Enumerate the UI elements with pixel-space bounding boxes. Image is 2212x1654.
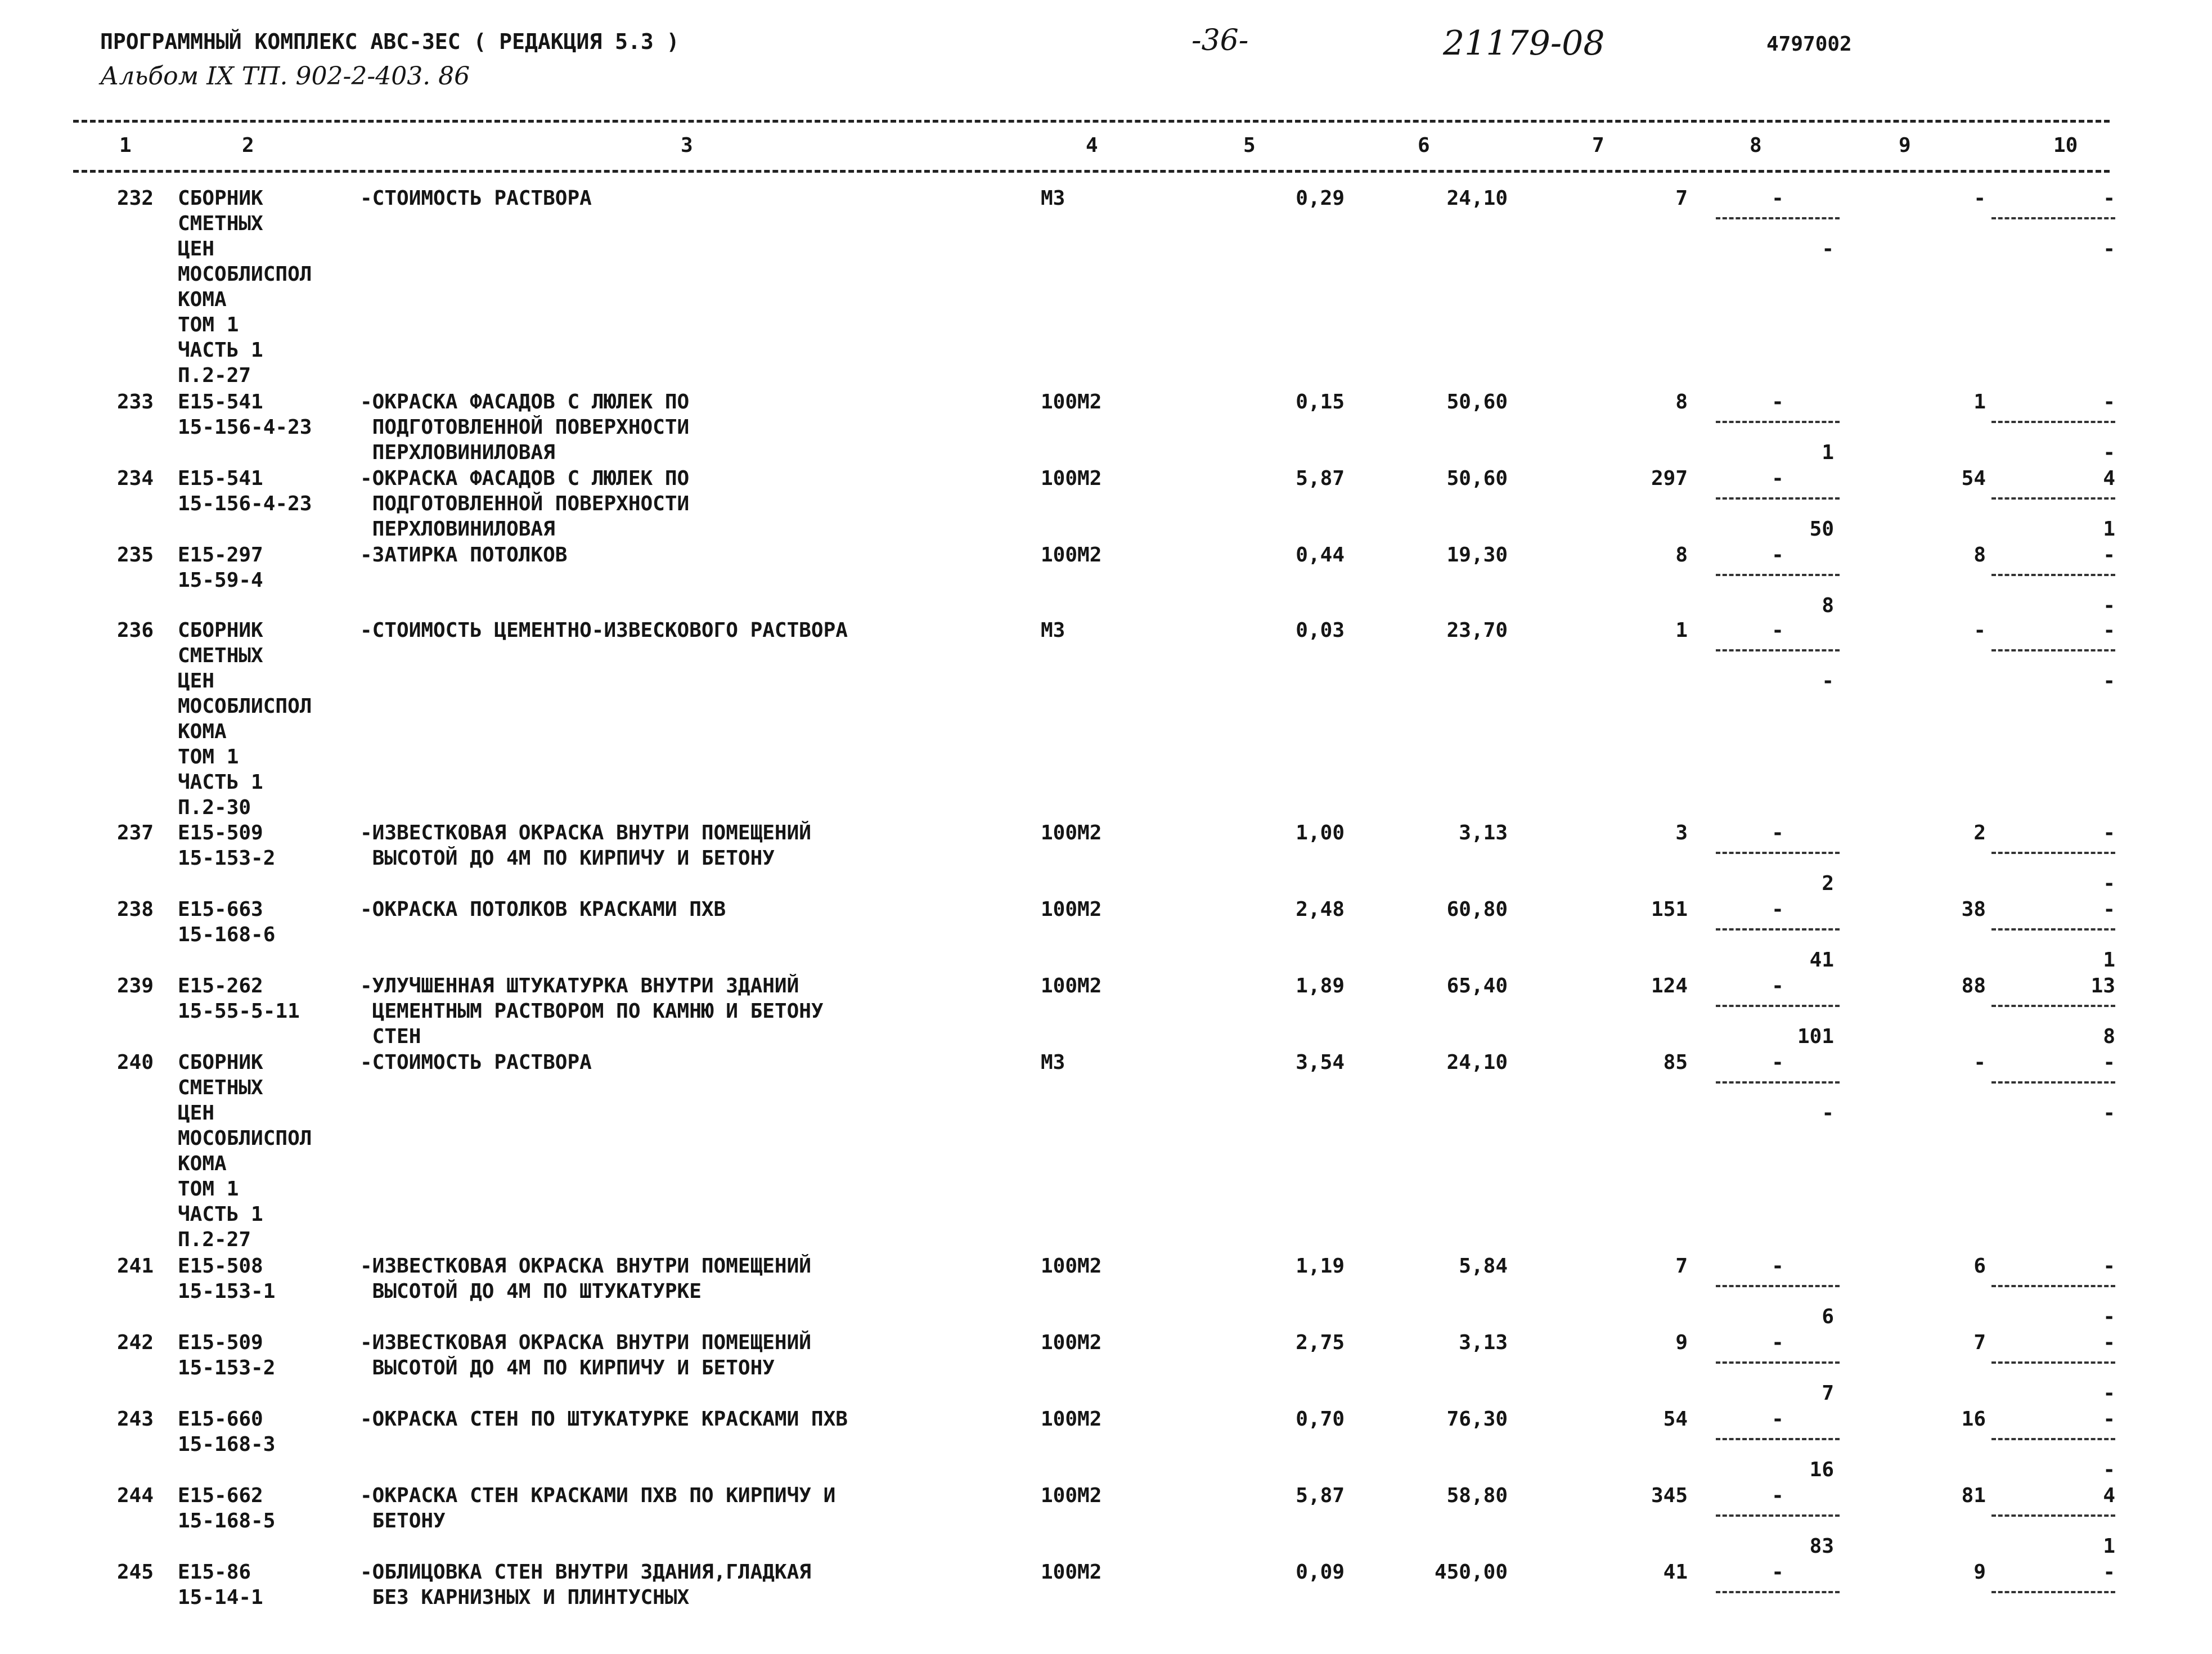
row-description: -ОКРАСКА СТЕН КРАСКАМИ ПХВ ПО КИРПИЧУ И БЕТОНУ	[360, 1484, 836, 1532]
row-col10-bottom: -	[2103, 594, 2115, 617]
row-col8-top: -	[1772, 543, 1784, 567]
row-quantity: 1,19	[1296, 1255, 1345, 1278]
row-col7: 297	[1651, 467, 1688, 490]
row-code: Е15-297 15-59-4	[178, 543, 263, 592]
row-unit: 100М2	[1041, 1484, 1102, 1507]
header-rule	[73, 170, 2110, 173]
row-col10-divider	[1991, 497, 2115, 500]
row-col9: 2	[1973, 821, 1986, 844]
row-col8-divider	[1716, 1005, 1840, 1007]
row-number: 243	[117, 1408, 154, 1431]
row-col9: 8	[1973, 543, 1986, 567]
row-number: 245	[117, 1561, 154, 1584]
row-code: Е15-262 15-55-5-11	[178, 974, 300, 1023]
column-header-7: 7	[1592, 134, 1604, 157]
row-quantity: 1,89	[1296, 974, 1345, 997]
row-description: -ИЗВЕСТКОВАЯ ОКРАСКА ВНУТРИ ПОМЕЩЕНИЙ ВЫСОТОЙ ДО 4М ПО КИРПИЧУ И БЕТОНУ	[360, 1331, 811, 1379]
column-header-1: 1	[119, 134, 132, 157]
row-col10-bottom: -	[2103, 1102, 2115, 1125]
column-header-5: 5	[1243, 134, 1256, 157]
row-description: -СТОИМОСТЬ РАСТВОРА	[360, 1051, 592, 1074]
row-col10-bottom: -	[2103, 669, 2115, 693]
row-col8-divider	[1716, 852, 1840, 854]
row-description: -ОКРАСКА ПОТОЛКОВ КРАСКАМИ ПХВ	[360, 898, 726, 921]
row-col10-divider	[1991, 1081, 2115, 1084]
row-number: 236	[117, 619, 154, 642]
row-col8-divider	[1716, 1591, 1840, 1593]
row-col10-top: 13	[2090, 974, 2115, 997]
row-code: Е15-509 15-153-2	[178, 1331, 276, 1379]
row-col8-top: -	[1772, 187, 1784, 210]
row-col8-divider	[1716, 497, 1840, 500]
row-col8-divider	[1716, 1438, 1840, 1440]
row-col8-bottom: 7	[1822, 1382, 1834, 1405]
row-description: -СТОИМОСТЬ ЦЕМЕНТНО-ИЗВЕСКОВОГО РАСТВОРА	[360, 619, 848, 642]
row-unit: 100М2	[1041, 821, 1102, 844]
row-quantity: 5,87	[1296, 467, 1345, 490]
row-description: -УЛУЧШЕННАЯ ШТУКАТУРКА ВНУТРИ ЗДАНИЙ ЦЕМЕНТНЫМ РАСТВОРОМ ПО КАМНЮ И БЕТОНУ СТЕН	[360, 974, 824, 1048]
row-quantity: 0,44	[1296, 543, 1345, 567]
row-col9: -	[1973, 187, 1986, 210]
row-col7: 3	[1675, 821, 1688, 844]
row-code: Е15-663 15-168-6	[178, 898, 276, 946]
header-program-line: ПРОГРАММНЫЙ КОМПЛЕКС АВС-ЗЕС ( РЕДАКЦИЯ 5.3 )	[100, 29, 680, 54]
row-col8-bottom: 101	[1797, 1025, 1834, 1048]
row-col10-bottom: 1	[2103, 1535, 2115, 1558]
row-col8-bottom: 41	[1809, 949, 1834, 972]
row-col8-bottom: 2	[1822, 872, 1834, 895]
row-number: 235	[117, 543, 154, 567]
row-col8-bottom: 1	[1822, 441, 1834, 464]
column-header-9: 9	[1899, 134, 1911, 157]
row-unit: 100М2	[1041, 543, 1102, 567]
row-number: 241	[117, 1255, 154, 1278]
row-description: -ИЗВЕСТКОВАЯ ОКРАСКА ВНУТРИ ПОМЕЩЕНИЙ ВЫСОТОЙ ДО 4М ПО КИРПИЧУ И БЕТОНУ	[360, 821, 811, 870]
row-description: -СТОИМОСТЬ РАСТВОРА	[360, 187, 592, 210]
row-unit: М3	[1041, 187, 1065, 210]
row-col10-divider	[1991, 1285, 2115, 1287]
row-col9: 16	[1961, 1408, 1986, 1431]
row-col8-bottom: 16	[1809, 1458, 1834, 1481]
row-number: 234	[117, 467, 154, 490]
row-col10-top: 4	[2103, 1484, 2115, 1507]
row-quantity: 0,09	[1296, 1561, 1345, 1584]
row-description: -ОБЛИЦОВКА СТЕН ВНУТРИ ЗДАНИЯ,ГЛАДКАЯ БЕЗ КАРНИЗНЫХ И ПЛИНТУСНЫХ	[360, 1561, 811, 1609]
row-col10-bottom: -	[2103, 1305, 2115, 1328]
row-col8-divider	[1716, 1285, 1840, 1287]
row-unit: 100М2	[1041, 1255, 1102, 1278]
row-code: Е15-508 15-153-1	[178, 1255, 276, 1303]
row-price: 58,80	[1446, 1484, 1508, 1507]
row-col10-top: -	[2103, 1408, 2115, 1431]
row-col8-top: -	[1772, 1255, 1784, 1278]
row-quantity: 3,54	[1296, 1051, 1345, 1074]
row-col8-bottom: 6	[1822, 1305, 1834, 1328]
row-col8-top: -	[1772, 1484, 1784, 1507]
row-quantity: 0,29	[1296, 187, 1345, 210]
row-col7: 9	[1675, 1331, 1688, 1354]
row-col10-divider	[1991, 928, 2115, 931]
row-col8-bottom: 8	[1822, 594, 1834, 617]
row-col10-divider	[1991, 1361, 2115, 1364]
row-code: СБОРНИК СМЕТНЫХ ЦЕН МОСОБЛИСПОЛ КОМА ТОМ 1 ЧАСТЬ 1 П.2-30	[178, 619, 312, 819]
column-header-6: 6	[1418, 134, 1430, 157]
row-unit: 100М2	[1041, 898, 1102, 921]
row-col9: 7	[1973, 1331, 1986, 1354]
row-col7: 7	[1675, 1255, 1688, 1278]
row-number: 238	[117, 898, 154, 921]
row-col8-bottom: 50	[1809, 518, 1834, 541]
row-col7: 54	[1663, 1408, 1688, 1431]
row-unit: 100М2	[1041, 974, 1102, 997]
row-number: 233	[117, 390, 154, 414]
row-col10-top: -	[2103, 821, 2115, 844]
row-col7: 7	[1675, 187, 1688, 210]
document-code: 4797002	[1766, 33, 1852, 56]
header-album-line: Альбом IX ТП. 902-2-403. 86	[100, 62, 470, 91]
row-col8-top: -	[1772, 1408, 1784, 1431]
row-price: 60,80	[1446, 898, 1508, 921]
row-code: СБОРНИК СМЕТНЫХ ЦЕН МОСОБЛИСПОЛ КОМА ТОМ 1 ЧАСТЬ 1 П.2-27	[178, 1051, 312, 1251]
row-col8-top: -	[1772, 1561, 1784, 1584]
row-col10-bottom: -	[2103, 1382, 2115, 1405]
row-col7: 151	[1651, 898, 1688, 921]
row-col9: 88	[1961, 974, 1986, 997]
row-col9: 81	[1961, 1484, 1986, 1507]
row-number: 244	[117, 1484, 154, 1507]
row-col8-divider	[1716, 928, 1840, 931]
row-col10-top: 4	[2103, 467, 2115, 490]
column-header-10: 10	[2053, 134, 2078, 157]
column-header-8: 8	[1750, 134, 1762, 157]
row-col8-top: -	[1772, 898, 1784, 921]
row-col10-divider	[1991, 852, 2115, 854]
row-col9: -	[1973, 1051, 1986, 1074]
row-col7: 8	[1675, 390, 1688, 414]
row-quantity: 1,00	[1296, 821, 1345, 844]
row-unit: 100М2	[1041, 390, 1102, 414]
row-col10-bottom: -	[2103, 1458, 2115, 1481]
row-col8-top: -	[1772, 390, 1784, 414]
row-col10-top: -	[2103, 619, 2115, 642]
row-price: 65,40	[1446, 974, 1508, 997]
row-description: -ЗАТИРКА ПОТОЛКОВ	[360, 543, 568, 567]
row-price: 76,30	[1446, 1408, 1508, 1431]
row-unit: 100М2	[1041, 1331, 1102, 1354]
row-col10-top: -	[2103, 390, 2115, 414]
row-col10-divider	[1991, 574, 2115, 576]
row-col7: 124	[1651, 974, 1688, 997]
row-code: Е15-509 15-153-2	[178, 821, 276, 870]
row-col10-bottom: 1	[2103, 949, 2115, 972]
row-quantity: 0,03	[1296, 619, 1345, 642]
row-col10-divider	[1991, 1438, 2115, 1440]
row-col9: 38	[1961, 898, 1986, 921]
row-col8-bottom: -	[1822, 1102, 1834, 1125]
row-code: Е15-660 15-168-3	[178, 1408, 276, 1456]
row-unit: 100М2	[1041, 467, 1102, 490]
row-col9: 1	[1973, 390, 1986, 414]
row-number: 240	[117, 1051, 154, 1074]
row-quantity: 5,87	[1296, 1484, 1345, 1507]
row-col8-top: -	[1772, 467, 1784, 490]
row-col10-divider	[1991, 1005, 2115, 1007]
row-code: Е15-86 15-14-1	[178, 1561, 263, 1609]
row-price: 3,13	[1459, 1331, 1508, 1354]
top-rule	[73, 120, 2110, 123]
row-col10-top: -	[2103, 1331, 2115, 1354]
row-col8-divider	[1716, 649, 1840, 651]
row-col7: 1	[1675, 619, 1688, 642]
row-price: 50,60	[1446, 390, 1508, 414]
row-col8-top: -	[1772, 821, 1784, 844]
row-col8-top: -	[1772, 619, 1784, 642]
row-col8-bottom: -	[1822, 669, 1834, 693]
row-col10-bottom: -	[2103, 441, 2115, 464]
row-col8-divider	[1716, 421, 1840, 423]
row-number: 242	[117, 1331, 154, 1354]
row-col10-divider	[1991, 1591, 2115, 1593]
column-header-3: 3	[681, 134, 693, 157]
row-description: -ИЗВЕСТКОВАЯ ОКРАСКА ВНУТРИ ПОМЕЩЕНИЙ ВЫСОТОЙ ДО 4М ПО ШТУКАТУРКЕ	[360, 1255, 811, 1303]
row-unit: М3	[1041, 1051, 1065, 1074]
row-col10-bottom: 8	[2103, 1025, 2115, 1048]
row-col8-top: -	[1772, 1051, 1784, 1074]
row-col8-divider	[1716, 1081, 1840, 1084]
column-header-2: 2	[242, 134, 254, 157]
row-col7: 41	[1663, 1561, 1688, 1584]
row-col10-divider	[1991, 217, 2115, 219]
column-header-4: 4	[1086, 134, 1098, 157]
row-col9: 9	[1973, 1561, 1986, 1584]
row-description: -ОКРАСКА СТЕН ПО ШТУКАТУРКЕ КРАСКАМИ ПХВ	[360, 1408, 848, 1431]
row-col8-divider	[1716, 1361, 1840, 1364]
row-price: 3,13	[1459, 821, 1508, 844]
row-number: 232	[117, 187, 154, 210]
row-price: 24,10	[1446, 1051, 1508, 1074]
row-col9: 6	[1973, 1255, 1986, 1278]
row-code: Е15-541 15-156-4-23	[178, 390, 312, 439]
row-col10-divider	[1991, 649, 2115, 651]
row-col10-top: -	[2103, 898, 2115, 921]
row-col8-divider	[1716, 574, 1840, 576]
row-price: 5,84	[1459, 1255, 1508, 1278]
row-unit: 100М2	[1041, 1408, 1102, 1431]
row-unit: М3	[1041, 619, 1065, 642]
row-price: 450,00	[1434, 1561, 1508, 1584]
row-col8-bottom: 83	[1809, 1535, 1834, 1558]
row-col10-top: -	[2103, 187, 2115, 210]
row-number: 237	[117, 821, 154, 844]
row-quantity: 2,75	[1296, 1331, 1345, 1354]
row-col8-divider	[1716, 1514, 1840, 1517]
row-col10-top: -	[2103, 543, 2115, 567]
row-col10-divider	[1991, 421, 2115, 423]
row-price: 24,10	[1446, 187, 1508, 210]
row-description: -ОКРАСКА ФАСАДОВ С ЛЮЛЕК ПО ПОДГОТОВЛЕННОЙ ПОВЕРХНОСТИ ПЕРХЛОВИНИЛОВАЯ	[360, 467, 690, 541]
row-code: СБОРНИК СМЕТНЫХ ЦЕН МОСОБЛИСПОЛ КОМА ТОМ 1 ЧАСТЬ 1 П.2-27	[178, 187, 312, 387]
row-code: Е15-662 15-168-5	[178, 1484, 276, 1532]
row-col10-top: -	[2103, 1255, 2115, 1278]
row-col10-bottom: -	[2103, 872, 2115, 895]
page-number: -36-	[1192, 24, 1249, 57]
row-col10-bottom: -	[2103, 237, 2115, 260]
row-code: Е15-541 15-156-4-23	[178, 467, 312, 515]
row-col10-divider	[1991, 1514, 2115, 1517]
row-col8-bottom: -	[1822, 237, 1834, 260]
row-price: 19,30	[1446, 543, 1508, 567]
row-price: 50,60	[1446, 467, 1508, 490]
row-quantity: 0,15	[1296, 390, 1345, 414]
row-col8-divider	[1716, 217, 1840, 219]
document-number: 21179-08	[1443, 24, 1605, 63]
row-description: -ОКРАСКА ФАСАДОВ С ЛЮЛЕК ПО ПОДГОТОВЛЕННОЙ ПОВЕРХНОСТИ ПЕРХЛОВИНИЛОВАЯ	[360, 390, 690, 464]
row-col8-top: -	[1772, 1331, 1784, 1354]
row-price: 23,70	[1446, 619, 1508, 642]
row-col10-bottom: 1	[2103, 518, 2115, 541]
row-col7: 85	[1663, 1051, 1688, 1074]
row-quantity: 2,48	[1296, 898, 1345, 921]
row-number: 239	[117, 974, 154, 997]
row-unit: 100М2	[1041, 1561, 1102, 1584]
row-col10-top: -	[2103, 1561, 2115, 1584]
row-col7: 345	[1651, 1484, 1688, 1507]
row-col8-top: -	[1772, 974, 1784, 997]
row-col7: 8	[1675, 543, 1688, 567]
row-col9: 54	[1961, 467, 1986, 490]
row-col9: -	[1973, 619, 1986, 642]
row-col10-top: -	[2103, 1051, 2115, 1074]
row-quantity: 0,70	[1296, 1408, 1345, 1431]
